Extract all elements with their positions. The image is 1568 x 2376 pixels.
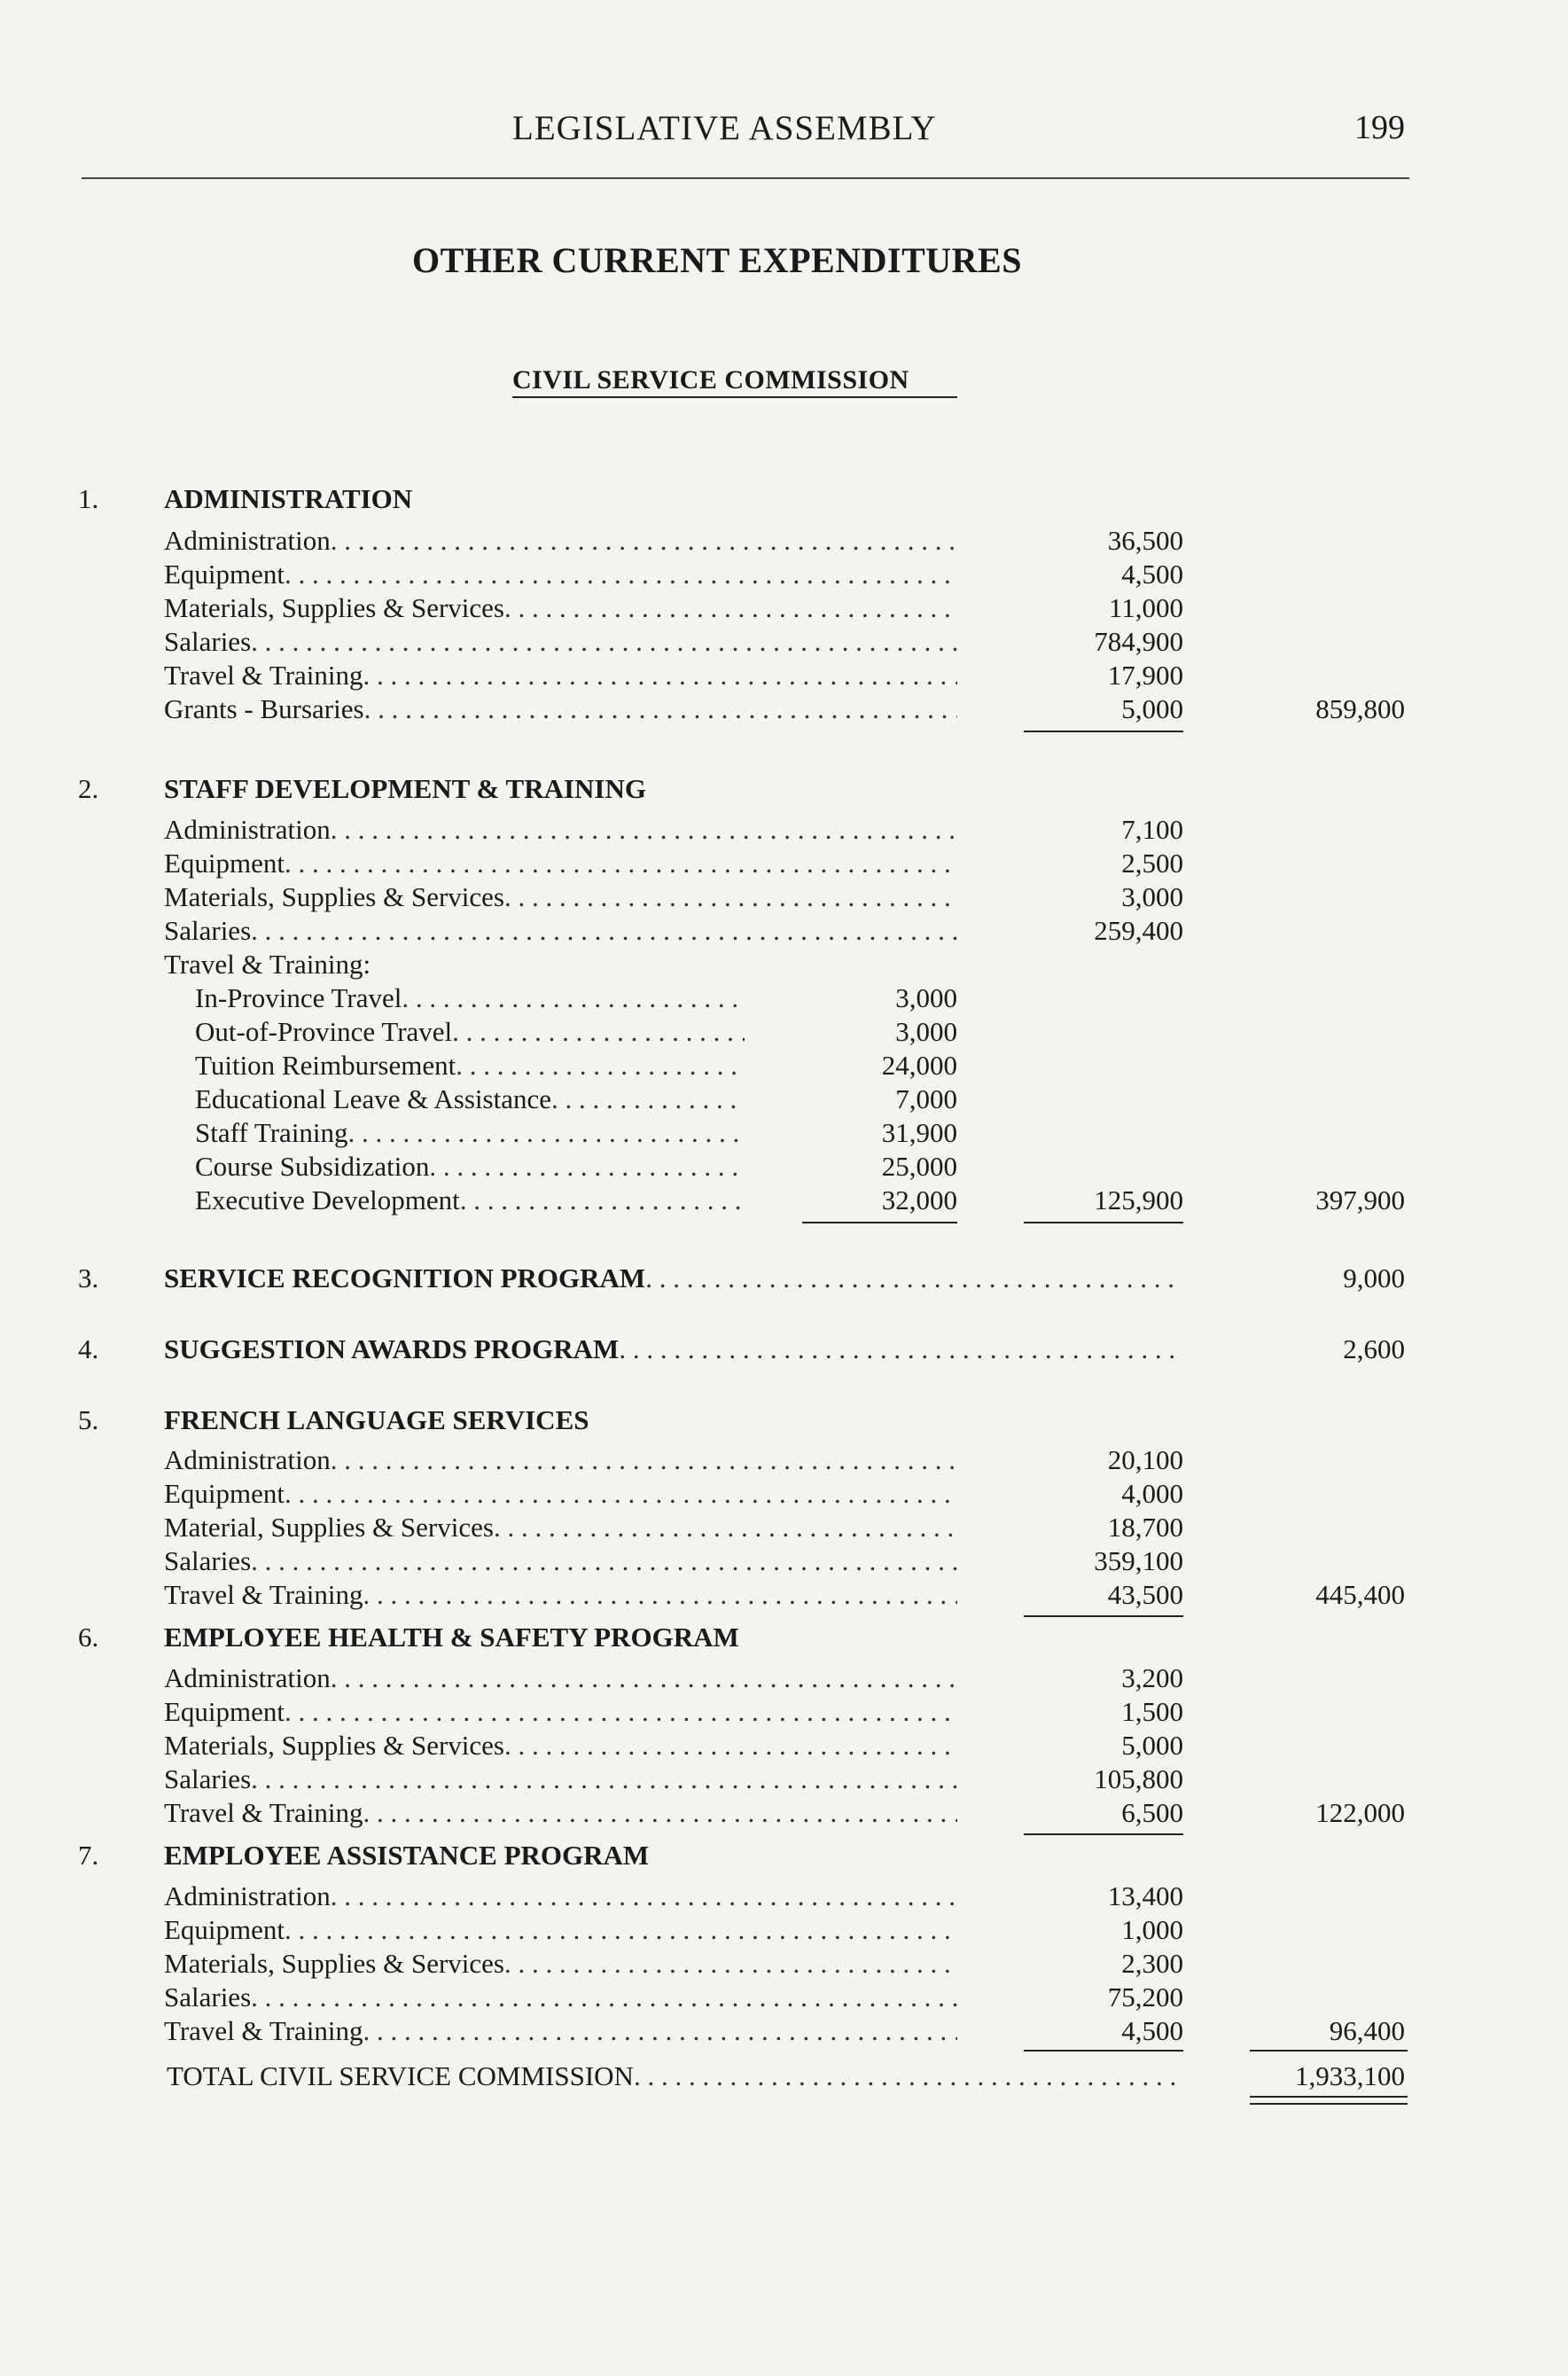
- line-item: [164, 848, 957, 879]
- sub-line-item: [195, 1016, 745, 1048]
- leader-dots: [251, 915, 957, 947]
- leader-dots: [285, 1696, 957, 1728]
- line-item: [164, 2015, 957, 2047]
- leader-dots: [331, 1444, 957, 1476]
- item-label: Administration: [164, 525, 331, 556]
- leader-dots: [456, 1050, 745, 1082]
- item-amount: 7,100: [1121, 814, 1183, 845]
- item-amount: 18,700: [1107, 1512, 1183, 1543]
- item-amount: 11,000: [1108, 592, 1183, 623]
- item-label: Course Subsidization: [195, 1151, 430, 1182]
- program-line: [164, 1262, 1183, 1294]
- leader-dots: [331, 1662, 957, 1694]
- item-amount: 13,400: [1107, 1880, 1183, 1911]
- page-number: 199: [1354, 109, 1405, 146]
- leader-dots: [285, 559, 957, 590]
- item-label: Administration: [164, 1880, 331, 1911]
- subtotal-rule: [802, 1222, 957, 1223]
- item-label: Out-of-Province Travel: [195, 1016, 453, 1047]
- section-heading: EMPLOYEE HEALTH & SAFETY PROGRAM: [164, 1622, 739, 1653]
- section-heading: EMPLOYEE ASSISTANCE PROGRAM: [164, 1840, 650, 1871]
- section-subtitle: CIVIL SERVICE COMMISSION: [512, 365, 909, 395]
- line-item: [164, 1797, 957, 1829]
- section-heading: FRENCH LANGUAGE SERVICES: [164, 1404, 589, 1435]
- leader-dots: [429, 1151, 745, 1183]
- line-item: [164, 559, 957, 590]
- line-item: [164, 1512, 957, 1544]
- section-total: 445,400: [1315, 1579, 1405, 1610]
- leader-dots: [251, 1981, 957, 2013]
- leader-dots: [251, 1545, 957, 1577]
- item-amount: 75,200: [1107, 1981, 1183, 2013]
- line-item: [164, 660, 957, 692]
- sub-line-item: [195, 982, 745, 1014]
- line-item: [164, 525, 957, 557]
- total-rule: [1250, 2050, 1408, 2052]
- line-item: [164, 1730, 957, 1762]
- leader-dots: [285, 848, 957, 879]
- item-amount: 1,000: [1121, 1914, 1183, 1945]
- subtitle-underline: [512, 396, 957, 398]
- section-total: 397,900: [1315, 1184, 1405, 1215]
- item-amount: 3,000: [895, 982, 957, 1013]
- leader-dots: [504, 881, 957, 913]
- leader-dots: [363, 1797, 957, 1829]
- item-amount: 259,400: [1094, 915, 1183, 946]
- item-amount: 5,000: [1121, 1730, 1183, 1761]
- item-amount: 4,500: [1121, 2015, 1183, 2046]
- sub-line-item: [195, 1117, 745, 1149]
- leader-dots: [251, 1763, 957, 1795]
- item-label: Salaries: [164, 1981, 252, 2013]
- line-item: [164, 1579, 957, 1611]
- item-label: Equipment: [164, 1696, 285, 1727]
- page-title: OTHER CURRENT EXPENDITURES: [412, 240, 1022, 280]
- line-item: [164, 881, 957, 913]
- leader-dots: [551, 1083, 745, 1115]
- leader-dots: [460, 1184, 745, 1216]
- leader-dots: [363, 2015, 957, 2047]
- double-rule-top: [1250, 2096, 1408, 2098]
- leader-dots: [251, 626, 957, 658]
- item-label: Materials, Supplies & Services: [164, 1948, 504, 1979]
- item-label: Salaries: [164, 1545, 252, 1576]
- travel-training-total: 125,900: [1094, 1184, 1183, 1215]
- leader-dots: [504, 592, 957, 624]
- sub-line-item: [195, 1151, 745, 1183]
- item-amount: 20,100: [1107, 1444, 1183, 1475]
- item-label: Materials, Supplies & Services: [164, 592, 504, 623]
- section-number: 6.: [78, 1622, 99, 1653]
- subtotal-rule: [1024, 731, 1183, 732]
- item-amount: 359,100: [1094, 1545, 1183, 1576]
- item-amount: 2,300: [1121, 1948, 1183, 1979]
- travel-training-label: Travel & Training:: [164, 949, 371, 980]
- line-item: [164, 1478, 957, 1510]
- grand-total-line: [167, 2060, 1183, 2092]
- leader-dots: [402, 982, 745, 1014]
- section-total: 9,000: [1343, 1262, 1405, 1294]
- item-amount: 7,000: [895, 1083, 957, 1114]
- leader-dots: [364, 693, 957, 725]
- line-item: [164, 592, 957, 624]
- section-number: 4.: [78, 1333, 99, 1364]
- line-item: [164, 693, 957, 725]
- item-amount: 5,000: [1121, 693, 1183, 724]
- line-item: [164, 1948, 957, 1980]
- leader-dots: [285, 1478, 957, 1510]
- item-label: Administration: [164, 1444, 331, 1475]
- leader-dots: [348, 1117, 745, 1149]
- item-label: In-Province Travel: [195, 982, 402, 1013]
- sub-line-item: [195, 1184, 745, 1216]
- item-label: Salaries: [164, 626, 252, 657]
- item-label: Administration: [164, 814, 331, 845]
- item-label: Equipment: [164, 559, 285, 590]
- line-item: [164, 814, 957, 846]
- item-amount: 31,900: [881, 1117, 957, 1148]
- header-rule: [82, 177, 1409, 179]
- item-label: Executive Development: [195, 1184, 460, 1215]
- section-total: 96,400: [1329, 2015, 1405, 2046]
- leader-dots: [331, 525, 957, 557]
- item-label: Administration: [164, 1662, 331, 1693]
- leader-dots: [634, 2060, 1183, 2092]
- grand-total-amount: 1,933,100: [1295, 2060, 1405, 2091]
- sub-line-item: [195, 1083, 745, 1115]
- leader-dots: [619, 1333, 1183, 1365]
- line-item: [164, 1914, 957, 1946]
- item-amount: 4,000: [1121, 1478, 1183, 1509]
- section-heading: SERVICE RECOGNITION PROGRAM: [164, 1262, 646, 1294]
- leader-dots: [452, 1016, 745, 1048]
- sub-line-item: [195, 1050, 745, 1082]
- item-amount: 43,500: [1107, 1579, 1183, 1610]
- leader-dots: [331, 814, 957, 846]
- item-label: Salaries: [164, 915, 252, 946]
- leader-dots: [504, 1948, 957, 1980]
- line-item: [164, 1981, 957, 2013]
- leader-dots: [363, 660, 957, 692]
- item-label: Staff Training: [195, 1117, 348, 1148]
- subtotal-rule: [1024, 2050, 1183, 2052]
- leader-dots: [645, 1262, 1183, 1294]
- leader-dots: [285, 1914, 957, 1946]
- item-label: Travel & Training: [164, 2015, 363, 2046]
- item-amount: 1,500: [1121, 1696, 1183, 1727]
- item-label: Material, Supplies & Services: [164, 1512, 494, 1543]
- section-heading: SUGGESTION AWARDS PROGRAM: [164, 1333, 620, 1364]
- line-item: [164, 1763, 957, 1795]
- line-item: [164, 1545, 957, 1577]
- line-item: [164, 1880, 957, 1912]
- section-number: 1.: [78, 483, 99, 514]
- leader-dots: [363, 1579, 957, 1611]
- item-amount: 784,900: [1094, 626, 1183, 657]
- item-amount: 4,500: [1121, 559, 1183, 590]
- item-amount: 3,000: [895, 1016, 957, 1047]
- subtotal-rule: [1024, 1833, 1183, 1835]
- leader-dots: [504, 1730, 957, 1762]
- line-item: [164, 1662, 957, 1694]
- item-label: Equipment: [164, 1478, 285, 1509]
- section-number: 5.: [78, 1404, 99, 1435]
- subtotal-rule: [1024, 1222, 1183, 1223]
- item-amount: 6,500: [1121, 1797, 1183, 1828]
- section-number: 3.: [78, 1262, 99, 1294]
- line-item: [164, 1696, 957, 1728]
- subtotal-rule: [1024, 1615, 1183, 1617]
- section-total: 2,600: [1343, 1333, 1405, 1364]
- item-amount: 36,500: [1107, 525, 1183, 556]
- item-amount: 32,000: [881, 1184, 957, 1215]
- item-label: Travel & Training: [164, 1579, 363, 1610]
- section-heading: STAFF DEVELOPMENT & TRAINING: [164, 773, 646, 804]
- item-amount: 2,500: [1121, 848, 1183, 879]
- item-label: Equipment: [164, 1914, 285, 1945]
- item-amount: 25,000: [881, 1151, 957, 1182]
- grand-total-label: TOTAL CIVIL SERVICE COMMISSION: [167, 2060, 634, 2091]
- section-heading: ADMINISTRATION: [164, 483, 413, 514]
- item-label: Materials, Supplies & Services: [164, 881, 504, 912]
- item-label: Travel & Training: [164, 1797, 363, 1828]
- item-amount: 24,000: [881, 1050, 957, 1081]
- item-amount: 17,900: [1107, 660, 1183, 691]
- item-label: Travel & Training: [164, 660, 363, 691]
- item-amount: 3,200: [1121, 1662, 1183, 1693]
- section-number: 7.: [78, 1840, 99, 1871]
- item-label: Salaries: [164, 1763, 252, 1794]
- leader-dots: [494, 1512, 957, 1544]
- double-rule-bottom: [1250, 2103, 1408, 2105]
- item-amount: 105,800: [1094, 1763, 1183, 1794]
- section-total: 122,000: [1315, 1797, 1405, 1828]
- item-amount: 3,000: [1121, 881, 1183, 912]
- section-number: 2.: [78, 773, 99, 804]
- running-head: LEGISLATIVE ASSEMBLY: [512, 109, 937, 147]
- leader-dots: [331, 1880, 957, 1912]
- line-item: [164, 915, 957, 947]
- program-line: [164, 1333, 1183, 1365]
- line-item: [164, 1444, 957, 1476]
- section-total: 859,800: [1315, 693, 1405, 724]
- item-label: Equipment: [164, 848, 285, 879]
- line-item: [164, 626, 957, 658]
- item-label: Grants - Bursaries: [164, 693, 364, 724]
- item-label: Materials, Supplies & Services: [164, 1730, 504, 1761]
- item-label: Educational Leave & Assistance: [195, 1083, 552, 1114]
- item-label: Tuition Reimbursement: [195, 1050, 456, 1081]
